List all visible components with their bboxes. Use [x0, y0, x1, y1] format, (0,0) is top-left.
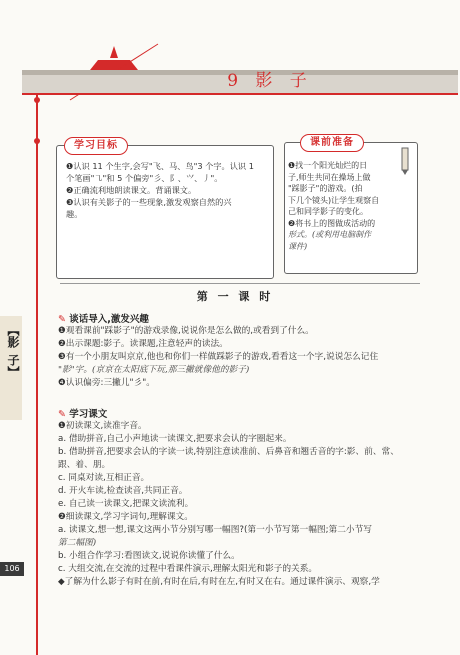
- page-number: 106: [0, 562, 24, 576]
- intro-lines: [58, 325, 378, 390]
- text-line: b. 借助拼音,把要求会认的字读一读,特别注意读准前、后鼻音和翘舌音的字:影、前、常、: [58, 447, 399, 457]
- text-line: ❸有一个小朋友叫京京,他也和你们一样做踩影子的游戏,看看这一个字,说说怎么记住: [58, 352, 379, 362]
- text-line: b. 小组合作学习:看图读文,说说你读懂了什么。: [58, 551, 240, 561]
- text-line: ❷出示课题:影子。读课题,注意轻声的读法。: [58, 339, 228, 349]
- page-title: 9 影 子: [227, 71, 313, 91]
- goals-list: [66, 160, 266, 220]
- text-line: a. 借助拼音,自己小声地读一读课文,把要求会认的字圈起来。: [58, 434, 292, 444]
- goal-line: ❷正确流利地朗读课文。背诵课文。: [66, 185, 197, 195]
- prep-line: ❷将书上的图做成活动的: [288, 218, 376, 228]
- side-tab-label-top: 【影: [6, 324, 20, 348]
- text-line: 第二幅图): [58, 538, 97, 548]
- section-arrow-icon: ✎: [58, 409, 66, 420]
- study-lines: [58, 420, 399, 589]
- prep-line: 子,师生共同在操场上做: [288, 172, 371, 182]
- goal-line: 趣。: [66, 209, 83, 219]
- text-line: 跟、着、朋。: [58, 460, 111, 470]
- text-line: e. 自己读一读课文,把课文读流利。: [58, 499, 194, 509]
- lesson-title: 第 一 课 时: [196, 290, 274, 303]
- section-arrow-icon: ✎: [58, 314, 66, 325]
- intro-heading: [58, 311, 149, 325]
- prep-line: 形式。(或利用电脑制作: [288, 230, 372, 239]
- text-line: c. 大组交流,在交流的过程中看课件演示,理解太阳光和影子的关系。: [58, 564, 318, 574]
- separator: [60, 283, 420, 284]
- text-line: ❹认识偏旁:三撇儿"彡"。: [58, 378, 155, 388]
- margin-dot: [34, 97, 40, 103]
- prep-list: [288, 160, 410, 252]
- margin-red-line: [36, 95, 38, 655]
- goal-line: 个笔画"㇈"和 5 个偏旁"彡、⻖、⺍、丿"。: [66, 173, 223, 183]
- text-line: a. 读课文,想一想,课文这两小节分别写哪一幅图?(第一小节写第一幅图;第二小节写: [58, 525, 372, 535]
- text-line: "影"字。(京京在太阳底下玩,那三撇就像他的影子): [58, 365, 250, 375]
- goal-line: ❸认识有关影子的一些现象,激发观察自然的兴: [66, 197, 232, 207]
- prep-line: "踩影子"的游戏。(拍: [288, 184, 363, 193]
- side-tab-label-bottom: 子】: [6, 354, 20, 378]
- text-line: ❷细读课文,学习字词句,理解课文。: [58, 512, 193, 522]
- intro-heading-text: 谈话导入,激发兴趣: [69, 314, 149, 325]
- prep-line: ❶找一个阳光灿烂的日: [288, 161, 368, 170]
- header-red-rule: [22, 93, 458, 95]
- text-line: c. 同桌对读,互相正音。: [58, 473, 150, 483]
- study-heading: [58, 406, 107, 420]
- text-line: ❶初读课文,读准字音。: [58, 421, 147, 431]
- prep-label: 课前准备: [300, 134, 364, 152]
- margin-dot: [34, 138, 40, 144]
- prep-line: 课件): [288, 241, 308, 251]
- prep-line: 己和同学影子的变化。: [288, 207, 368, 216]
- side-tab-label: [3, 324, 19, 378]
- text-line: ◆了解为什么影子有时在前,有时在后,有时在左,有时又在右。通过课件演示、观察,学: [58, 577, 380, 587]
- study-heading-text: 学习课文: [69, 409, 108, 420]
- goals-label: 学习目标: [64, 137, 128, 155]
- text-line: ❶观看课前"踩影子"的游戏录像,说说你是怎么做的,或看到了什么。: [58, 326, 314, 336]
- prep-line: 下几个镜头)让学生观察自: [288, 195, 380, 205]
- goal-line: ❶认识 11 个生字,会写"飞、马、鸟"3 个字。认识 1: [66, 161, 254, 171]
- text-line: d. 开火车读,检查读音,共同正音。: [58, 486, 188, 496]
